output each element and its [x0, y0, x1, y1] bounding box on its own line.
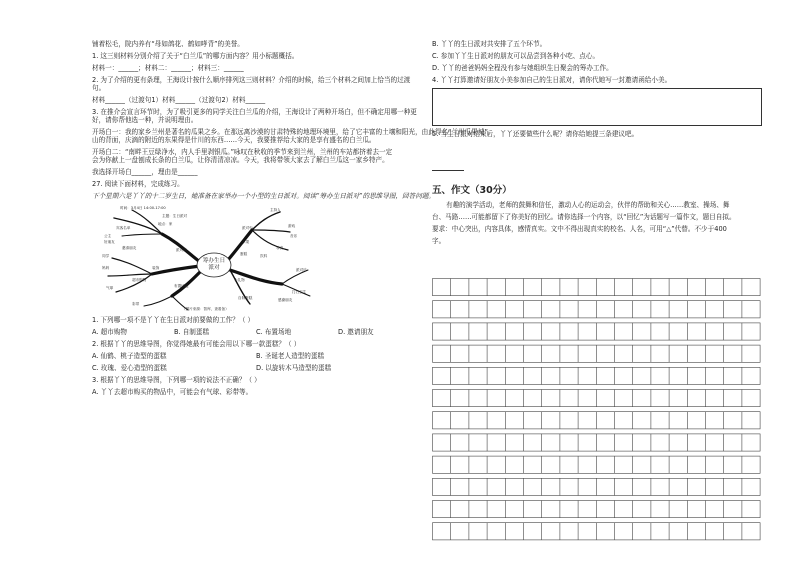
choose-opening: 我选择开场白______，理由是______ — [92, 168, 198, 176]
mm-label-place: 地点：家 — [158, 222, 173, 226]
mm-label-setup: 布置场地 — [174, 284, 189, 288]
mm-label-before: 派对前 — [176, 248, 187, 252]
mm-label-game: 游戏 — [288, 224, 296, 228]
mm-label-make-cake: 自制蛋糕 — [238, 296, 253, 300]
opening-2: 开场白二：“南畔王豆绿净水，内人手里剥银瓜。”咏叹在秋收的季节来到兰州，兰州的车站都挤着去一定 — [92, 148, 393, 156]
question-2-fill: 材料______（过渡句1）材料______（过渡句2）材料______ — [92, 96, 266, 104]
option-3c: C. 参加丫丫生日派对的朋友可以品尝到各种小吃、点心。 — [432, 52, 600, 60]
branch-left — [152, 266, 200, 274]
question-1: 1. 这三则材料分别介绍了关于“白兰瓜”的哪方面内容？用小标题概括。 — [92, 52, 299, 60]
question-2: 2. 为了介绍的更有条理，王海设计按什么顺序排列这三则材料？介绍的时候，给三个材料之间加上恰当的过渡句。 — [92, 76, 411, 92]
option-3a: A. 丫丫去超市购买的物品中，可能会有气球、彩带等。 — [92, 388, 253, 396]
mm-label-cake: 蛋糕 — [240, 252, 248, 256]
mm-label-music: 音乐 — [290, 234, 298, 238]
mind-map-center-text: 筹办生日 派对 — [202, 258, 226, 271]
mm-label-decor: 装饰 — [152, 266, 160, 270]
mm-footer: （图片来源：智库，查看备） — [182, 307, 229, 311]
sub-question-5: 5. 当生日派对结束后，丫丫还要做些什么呢？请你给她提三条建议吧。 — [432, 130, 639, 138]
mm-label-thank: 感谢朋友 — [278, 298, 293, 302]
sub-question-3: 3. 根据丫丫的思维导图，下列哪一项的说法不正确？（ ） — [92, 376, 261, 384]
mm-label-mom: 妈妈 — [102, 266, 110, 270]
mind-map — [92, 204, 320, 312]
mm-label-invite: 邀请朋友 — [122, 246, 137, 250]
opening-1-cont: 山的背面，庆滴的附近的东果得是什川的东西……今天，我要推荐给大家的是享有盛名的白兰瓜。 — [92, 136, 376, 144]
option-2c: C. 玫瑰、爱心造型的蛋糕 — [92, 364, 167, 372]
question-27: 27. 阅读下面材料，完成练习。 — [92, 180, 184, 188]
option-3d: D. 丫丫的爸爸妈妈全程没有参与她组织生日聚会的筹办工作。 — [432, 64, 613, 72]
sub-question-1: 1. 下列哪一项不是丫丫在生日派对前要做的工作？（ ） — [92, 316, 255, 324]
sub-question-2-options-b — [92, 364, 422, 372]
mm-label-shopping: 超市购物 — [132, 278, 147, 282]
sub-question-2: 2. 根据丫丫的思维导图，你觉得她最有可能会用以下哪一款蛋糕？（ ） — [92, 340, 301, 348]
intro-tail: 铺着松毛，院内养有“母如鸽花、鹤如哮背”的美誉。 — [92, 40, 244, 48]
mm-label-theme: 主题：生日派对 — [162, 214, 188, 218]
option-2a: A. 仙鹤、桃子造型的蛋糕 — [92, 352, 167, 360]
opening-2-cont: 会为你献上一盘刨成长条的白兰瓜，让你清清凉凉。今天，我将带领大家去了解白兰瓜这一家乡特产。 — [92, 156, 389, 164]
mm-label-guests: 宾客名单 — [116, 226, 131, 230]
mm-label-clean: 打扫卫生 — [292, 290, 307, 294]
essay-prompt-1: 有趣的演学活动，老师的鼓舞和信任，激动人心的运动会，伙伴的帮助和关心……教室、操场、舞 — [446, 201, 730, 209]
option-2b: B. 圣诞老人造型的蛋糕 — [256, 352, 325, 360]
mm-label-time: 时间：3月4日 14:00-17:00 — [120, 206, 166, 210]
mm-label-friends: 好朋友 — [104, 240, 115, 244]
answer-box-letter[interactable] — [432, 88, 762, 126]
option-1b: B. 自制蛋糕 — [174, 328, 210, 336]
option-1a: A. 超市购物 — [92, 328, 127, 336]
mm-label-host: 主持人 — [270, 208, 281, 212]
sub-question-2-options — [92, 352, 422, 360]
composition-grid[interactable] — [432, 278, 764, 546]
mm-label-during: 派对中 — [242, 226, 253, 230]
option-3b: B. 丫丫的生日派对共安排了五个环节。 — [432, 40, 547, 48]
mm-label-classmates: 同学 — [102, 254, 110, 258]
mm-label-balloon: 气球 — [106, 286, 114, 290]
mm-label-ribbon: 彩带 — [132, 302, 140, 306]
option-1d: D. 邀请朋友 — [338, 328, 374, 336]
question-3: 3. 在推介会宣言环节时，为了吸引更多的同学关注白兰瓜的介绍，王海设计了两种开场白，但不确定用哪一种更好，请你帮他选一种，并说明理由。 — [92, 108, 417, 124]
answer-line-5[interactable] — [432, 163, 464, 171]
mm-label-fruit: 水果 — [242, 240, 250, 244]
opening-1: 开场白一：我的家乡兰州是著名的瓜果之乡。在那远离沙漠的甘肃特殊的地理环境里，给了它丰富的土壤和阳光，由此得名“兰州瓜果城”。 — [92, 128, 495, 136]
mm-label-gift: 小礼物 — [234, 278, 245, 282]
section-composition-title: 五、作文（30分） — [432, 185, 512, 196]
question-1-fill: 材料一：______；材料二：______；材料三：______ — [92, 64, 244, 72]
mm-label-princess: 公主 — [104, 234, 112, 238]
mm-label-snacks: 零食 — [276, 246, 284, 250]
option-2d: D. 以旋转木马造型的蛋糕 — [256, 364, 332, 372]
sub-question-1-options — [92, 328, 422, 336]
sub-question-4: 4. 丫丫打算邀请好朋友小美参加自己的生日派对，请你代她写一封邀请函给小美。 — [432, 76, 672, 84]
option-1c: C. 布置场地 — [256, 328, 292, 336]
mm-label-drinks: 饮料 — [260, 254, 268, 258]
branch-bottom-left — [172, 270, 202, 296]
essay-prompt-4: 字。 — [432, 237, 446, 245]
essay-prompt-3: 要求：中心突出，内容具体，感情真实。文中不得出现真实的校名、人名，可用“△”代替。不少于400 — [432, 225, 727, 233]
material-text: 下个星期六是丫丫的十二岁生日，她准备在家举办一个小型的生日派对。阅读“筹办生日派对”的思维导图，回答问题。 — [92, 192, 436, 200]
mm-label-after: 派对后 — [296, 268, 307, 272]
essay-prompt-2: 台、马路……可能都留下了你美好的回忆。请你选择一个内容，以“回忆”为话题写一篇作文，题目自拟。 — [432, 213, 736, 221]
right-column — [432, 40, 762, 245]
